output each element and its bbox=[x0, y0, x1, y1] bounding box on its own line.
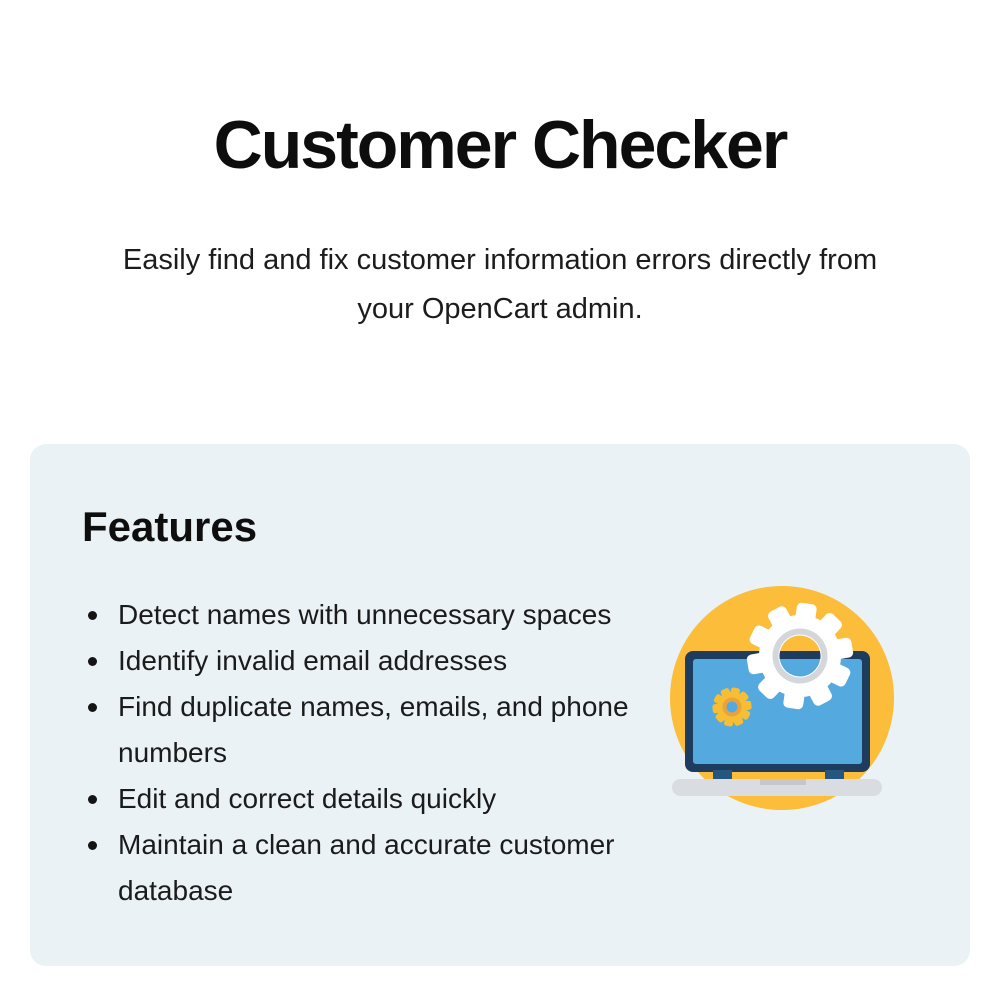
feature-text: Maintain a clean and accurate customer database bbox=[118, 829, 615, 907]
feature-item bbox=[82, 684, 642, 776]
bullet-icon bbox=[88, 841, 97, 850]
page-subtitle: Easily find and fix customer information errors directly from your OpenCart admin. bbox=[122, 244, 878, 326]
feature-item bbox=[82, 638, 642, 684]
feature-item bbox=[82, 776, 642, 822]
feature-item bbox=[82, 592, 642, 638]
page-title: Customer Checker bbox=[213, 107, 787, 183]
laptop-gears-illustration bbox=[660, 580, 910, 830]
feature-text: Identify invalid email addresses bbox=[118, 645, 508, 677]
bullet-icon bbox=[88, 703, 97, 712]
bullet-icon bbox=[88, 657, 97, 666]
bullet-icon bbox=[88, 795, 97, 804]
feature-text: Find duplicate names, emails, and phone numbers bbox=[118, 691, 629, 769]
bullet-icon bbox=[88, 611, 97, 620]
feature-item bbox=[82, 822, 642, 914]
feature-text: Detect names with unnecessary spaces bbox=[118, 599, 612, 631]
features-heading: Features bbox=[82, 503, 258, 550]
feature-text: Edit and correct details quickly bbox=[118, 783, 497, 815]
features-list bbox=[30, 592, 642, 914]
features-card bbox=[30, 444, 970, 966]
laptop-base-notch bbox=[760, 779, 806, 785]
